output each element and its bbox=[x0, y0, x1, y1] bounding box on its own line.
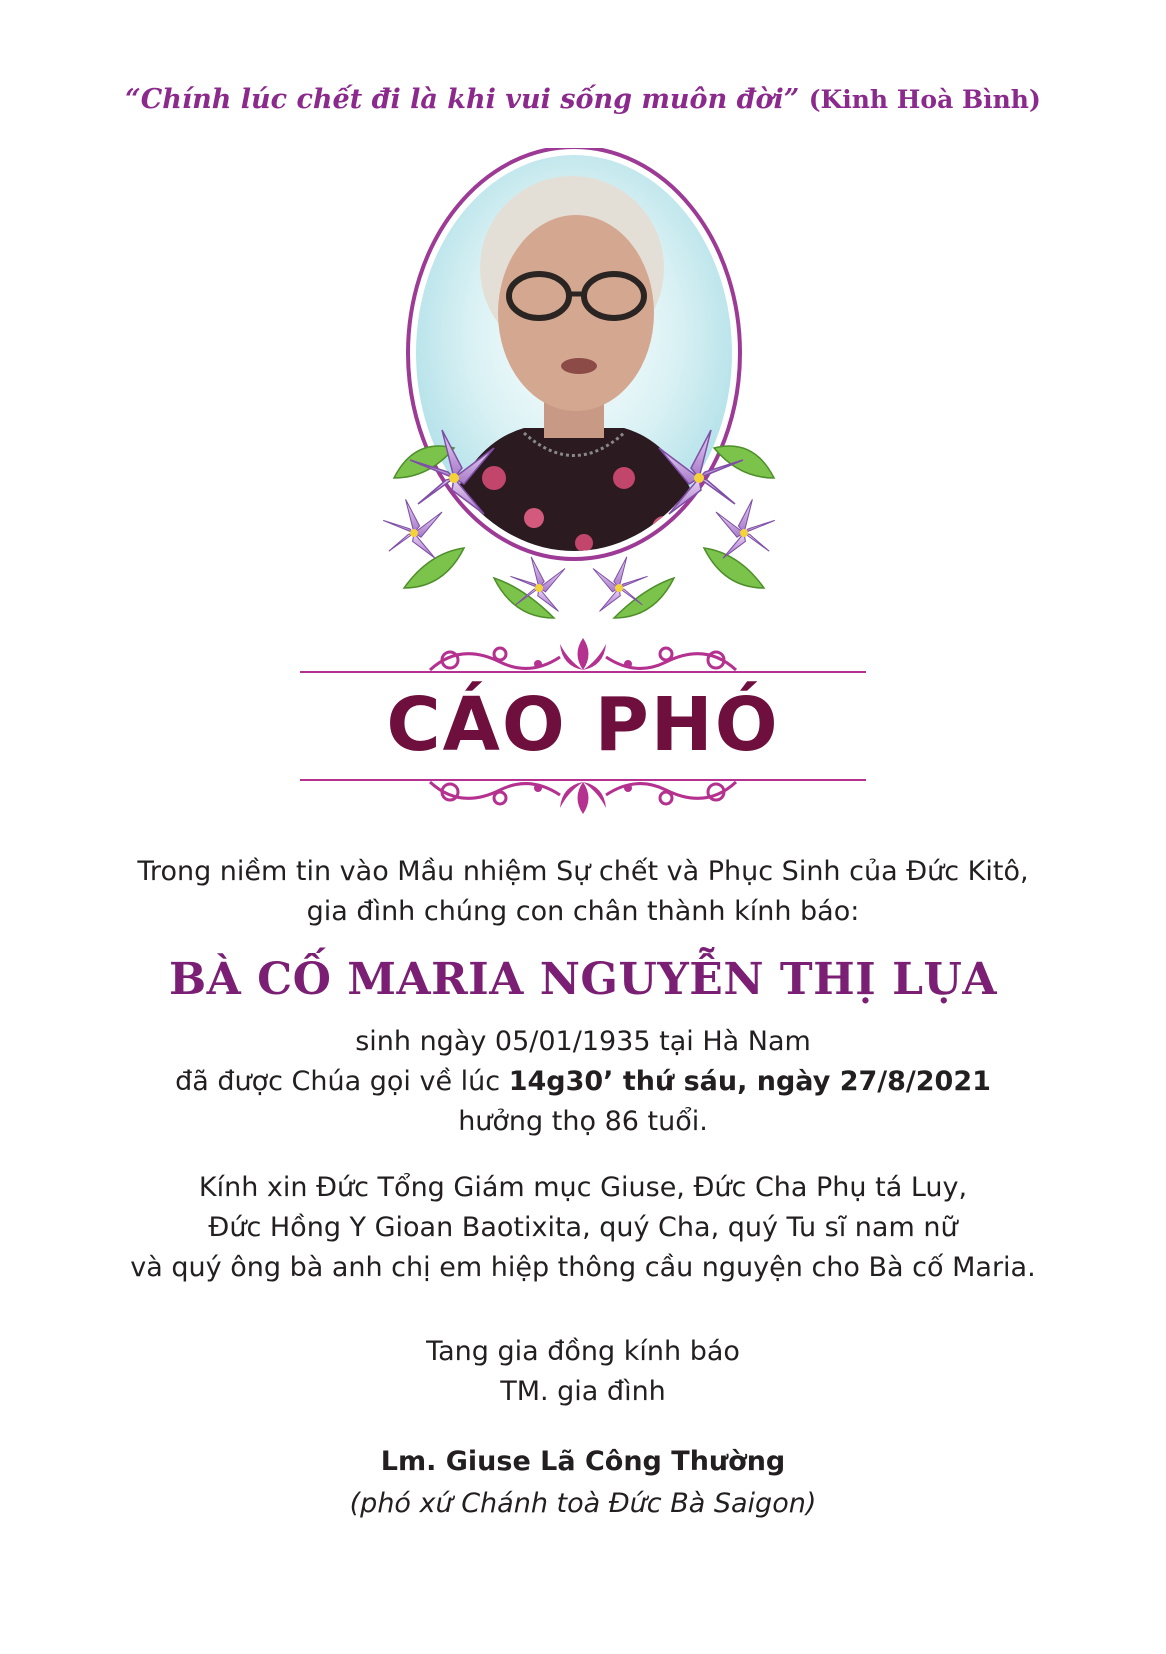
age-info: hưởng thọ 86 tuổi. bbox=[458, 1106, 708, 1137]
portrait-frame bbox=[374, 148, 794, 628]
signer-role: (phó xứ Chánh toà Đức Bà Saigon) bbox=[349, 1488, 817, 1519]
family-line-2: TM. gia đình bbox=[500, 1376, 666, 1407]
family-line-1: Tang gia đồng kính báo bbox=[426, 1336, 740, 1367]
flourish-top-icon bbox=[300, 632, 866, 682]
prayer-request bbox=[0, 1168, 1166, 1288]
deceased-name: BÀ CỐ MARIA NGUYỄN THỊ LỤA bbox=[168, 954, 998, 1005]
prayer-line-2: Đức Hồng Y Gioan Baotixita, quý Cha, quý Tu sĩ nam nữ bbox=[208, 1212, 958, 1243]
birth-info: sinh ngày 05/01/1935 tại Hà Nam bbox=[355, 1026, 811, 1057]
intro-text bbox=[0, 852, 1166, 932]
signer-name: Lm. Giuse Lã Công Thường bbox=[380, 1446, 786, 1477]
intro-line-2: gia đình chúng con chân thành kính báo: bbox=[306, 896, 860, 927]
elderly-woman-portrait-icon bbox=[374, 148, 794, 628]
flourish-bottom-icon bbox=[300, 770, 866, 820]
ornament-bottom bbox=[300, 770, 866, 824]
death-time: 14g30’ thứ sáu, ngày 27/8/2021 bbox=[508, 1066, 991, 1097]
deceased-info bbox=[0, 1022, 1166, 1142]
header-quote bbox=[0, 84, 1166, 115]
ornament-top bbox=[300, 632, 866, 686]
death-info bbox=[0, 1062, 1166, 1102]
prayer-line-1: Kính xin Đức Tổng Giám mục Giuse, Đức Cha Phụ tá Luy, bbox=[198, 1172, 968, 1203]
page-title: CÁO PHÓ bbox=[386, 682, 780, 768]
quote-source: (Kinh Hoà Bình) bbox=[808, 85, 1041, 114]
family-notice bbox=[0, 1332, 1166, 1412]
quote-text: “Chính lúc chết đi là khi vui sống muôn đời” bbox=[125, 84, 800, 115]
death-prefix: đã được Chúa gọi về lúc bbox=[175, 1066, 509, 1097]
intro-line-1: Trong niềm tin vào Mầu nhiệm Sự chết và Phục Sinh của Đức Kitô, bbox=[137, 856, 1029, 887]
prayer-line-3: và quý ông bà anh chị em hiệp thông cầu nguyện cho Bà cố Maria. bbox=[130, 1252, 1036, 1283]
